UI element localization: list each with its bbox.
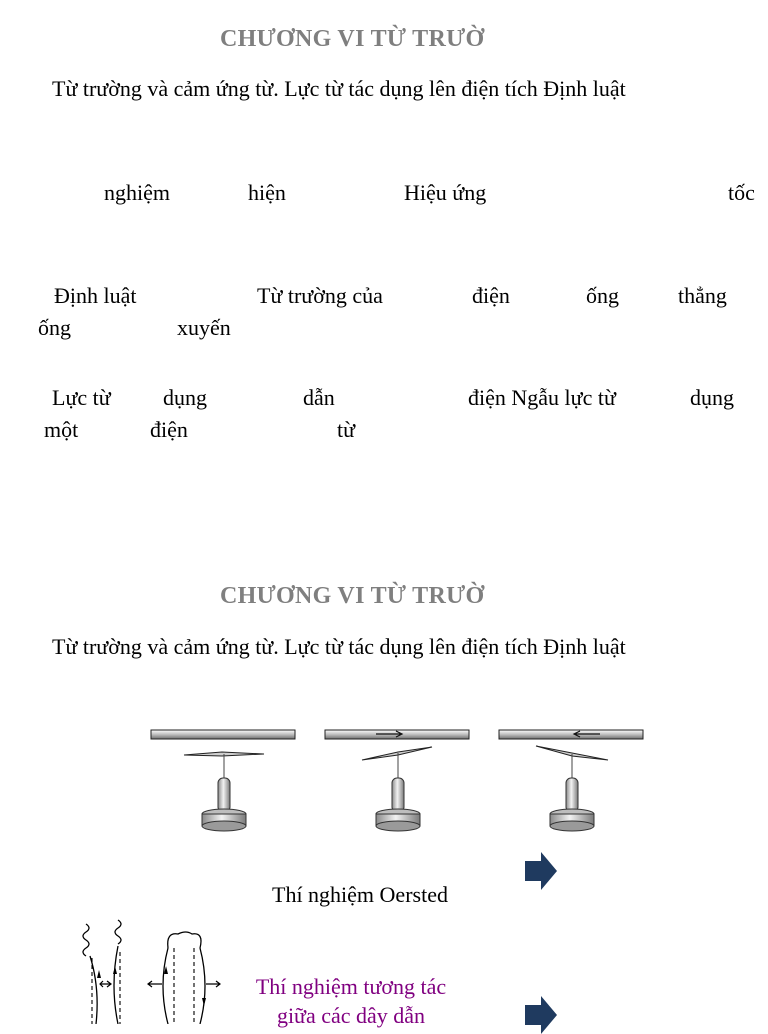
next-arrow-button[interactable] [525, 852, 557, 890]
link-word[interactable]: dụng [690, 385, 734, 410]
oersted-caption: Thí nghiệm Oersted [272, 882, 448, 907]
link-word[interactable]: Định luật [54, 283, 137, 308]
link-word[interactable]: dẫn [303, 385, 335, 410]
link-word[interactable]: tốc [728, 180, 755, 205]
subtitle: Từ trường và cảm ứng từ. Lực từ tác dụng lên điện tích Định luật [52, 76, 626, 101]
link-word[interactable]: điện [472, 283, 510, 308]
link-word[interactable]: thẳng [678, 283, 727, 308]
link-word[interactable]: Từ trường của [257, 283, 383, 308]
chapter-title: CHƯƠNG VI TỪ TRƯỜ [220, 26, 485, 52]
parallel-wires-illustration [78, 918, 228, 1024]
next-arrow-button[interactable] [525, 996, 557, 1034]
right-arrow-icon [525, 996, 557, 1034]
link-word[interactable]: Lực từ [52, 385, 111, 410]
subtitle: Từ trường và cảm ứng từ. Lực từ tác dụng lên điện tích Định luật [52, 634, 626, 659]
link-word[interactable]: điện Ngẫu lực từ [468, 385, 616, 410]
link-word[interactable]: một [44, 417, 79, 442]
link-word[interactable]: dụng [163, 385, 207, 410]
link-word[interactable]: Hiệu ứng [404, 180, 487, 205]
link-word[interactable]: hiện [248, 180, 286, 205]
link-word[interactable]: ống [38, 315, 71, 340]
right-arrow-icon [525, 852, 557, 890]
oersted-experiment-illustration [140, 722, 660, 837]
chapter-title: CHƯƠNG VI TỪ TRƯỜ [220, 583, 485, 609]
interaction-caption: Thí nghiệm tương tác giữa các dây dẫn [255, 974, 447, 1028]
link-word[interactable]: điện [150, 417, 188, 442]
link-word[interactable]: xuyến [177, 315, 231, 340]
link-word[interactable]: nghiệm [104, 180, 170, 205]
link-word[interactable]: ống [586, 283, 619, 308]
link-word[interactable]: từ [337, 417, 356, 442]
